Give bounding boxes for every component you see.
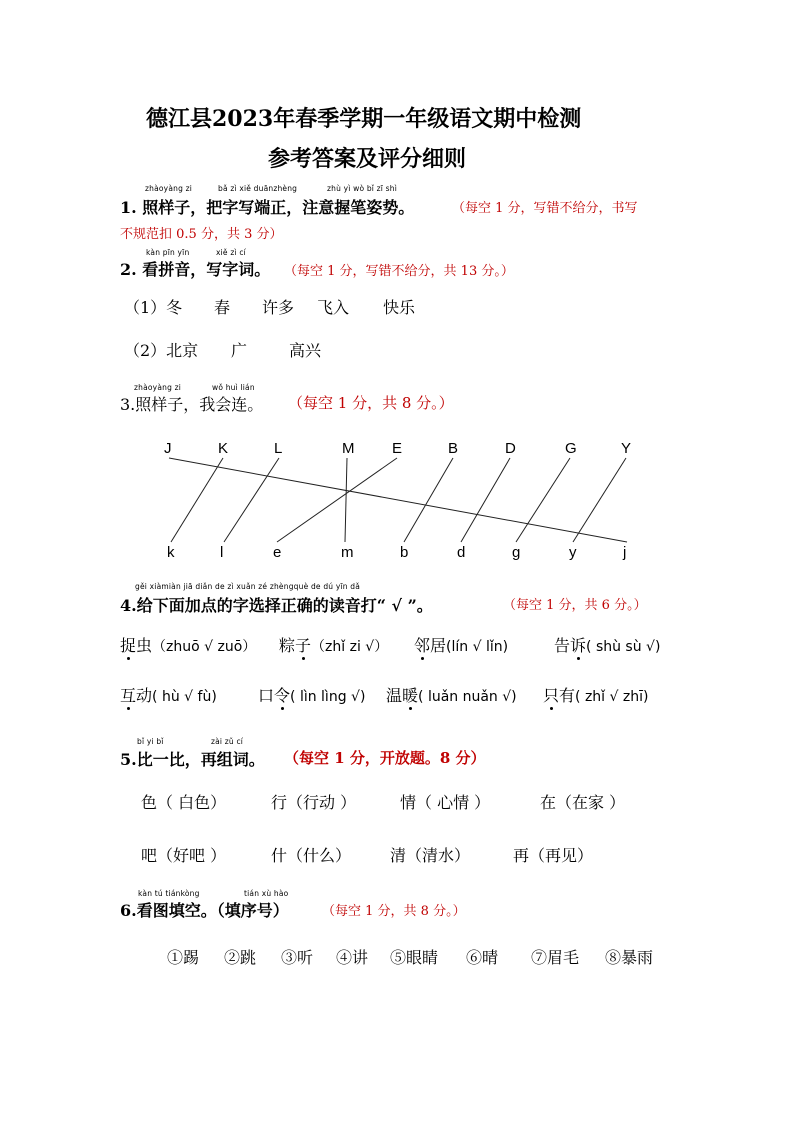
uppercase-letter: G: [565, 440, 577, 457]
word-pair: 色（ 白色）: [141, 793, 227, 812]
reading-choice-row: [554, 633, 660, 656]
uppercase-letter: D: [505, 440, 516, 457]
match-line: [461, 458, 510, 542]
question-1-text: 1. 照样子，把字写端正，注意握笔姿势。: [120, 198, 415, 217]
uppercase-letter: J: [164, 440, 172, 457]
pinyin-annotation: zhàoyàng zi: [145, 184, 193, 193]
word-pair: 什（什么）: [271, 846, 352, 865]
uppercase-letter: Y: [621, 440, 632, 457]
page-title: 德江县2023年春季学期一年级语文期中检测: [146, 106, 582, 132]
uppercase-letter: L: [274, 440, 283, 457]
answer-word: 春: [214, 298, 231, 317]
lowercase-letter: j: [623, 544, 627, 561]
match-line: [345, 458, 347, 542]
lowercase-letter: b: [400, 544, 409, 561]
word-pair: 行（行动 ）: [271, 793, 357, 812]
question-5-text: 5.比一比，再组词。: [120, 750, 265, 769]
match-line: [277, 458, 397, 542]
pinyin-annotation: zhù yì wò bǐ zī shì: [327, 184, 398, 193]
question-3-text: 3.照样子，我会连。: [120, 395, 264, 414]
match-line: [573, 458, 626, 542]
uppercase-letter: E: [392, 440, 403, 457]
answer-word: 飞入: [317, 298, 350, 317]
match-line: [171, 458, 223, 542]
match-line: [516, 458, 570, 542]
word-pair: 清（清水）: [390, 846, 471, 865]
pinyin-annotation: tián xù hào: [244, 889, 289, 898]
pinyin-annotation: zài zǔ cí: [211, 737, 244, 746]
lowercase-letter: l: [220, 544, 224, 561]
reading-choice-row: [258, 683, 365, 706]
answer-item: ④讲: [336, 948, 369, 967]
answer-item: ③听: [281, 948, 314, 967]
answer-item: ②跳: [224, 948, 257, 967]
answer-item: ⑦眉毛: [531, 948, 580, 967]
reading-choice-row: [414, 633, 508, 656]
lowercase-letter: e: [273, 544, 282, 561]
match-line: [169, 458, 627, 542]
match-line: [224, 458, 279, 542]
lowercase-letter: k: [167, 544, 175, 561]
pinyin-annotation: kàn pīn yīn: [146, 248, 190, 257]
question-2-score: （每空 1 分，写错不给分，共 13 分。）: [284, 264, 514, 279]
reading-choice: 温暖( luǎn nuǎn √): [386, 686, 517, 705]
question-6-score: （每空 1 分，共 8 分。）: [322, 904, 466, 919]
word-pair: 再（再见）: [513, 846, 594, 865]
match-line: [404, 458, 453, 542]
word-pair: 情（ 心情 ）: [400, 793, 491, 812]
answer-word: （1）冬: [124, 298, 183, 317]
lowercase-letter: y: [569, 544, 577, 561]
pinyin-annotation: zhàoyàng zi: [134, 383, 182, 392]
reading-choice-row: [120, 683, 217, 706]
word-pair: 吧（好吧 ）: [141, 846, 227, 865]
reading-choice: 邻居(lín √ lǐn): [414, 636, 508, 655]
pinyin-annotation: bǎ zì xiě duānzhèng: [218, 184, 298, 193]
lowercase-letter: m: [341, 544, 354, 561]
reading-choice-row: [543, 683, 648, 706]
reading-choice: 互动( hù √ fù): [120, 686, 217, 705]
reading-choice: 口令( lìn lìng √): [258, 686, 365, 705]
reading-choice: 告诉( shù sù √): [554, 636, 660, 655]
question-6-text: 6.看图填空。（填序号）: [120, 901, 289, 920]
reading-choice-row: [279, 633, 388, 656]
reading-choice: 捉虫（zhuō √ zuō）: [120, 636, 256, 655]
question-4-score: （每空 1 分，共 6 分。）: [503, 598, 647, 613]
answer-word: 高兴: [289, 341, 322, 360]
question-4-text: 4.给下面加点的字选择正确的读音打“ √ ”。: [120, 596, 433, 615]
reading-choice-row: [386, 683, 517, 706]
question-2-text: 2. 看拼音，写字词。: [120, 260, 271, 279]
answer-item: ⑧暴雨: [605, 948, 654, 967]
uppercase-letter: K: [218, 440, 229, 457]
word-pair: 在（在家 ）: [540, 793, 626, 812]
question-1-score: （每空 1 分，写错不给分，书写: [452, 201, 638, 216]
answer-item: ⑥晴: [466, 948, 499, 967]
answer-word: 快乐: [383, 298, 416, 317]
answer-word: 许多: [262, 298, 295, 317]
lowercase-letter: g: [512, 544, 521, 561]
answer-word: （2）北京: [124, 341, 199, 360]
answer-item: ①踢: [167, 948, 200, 967]
reading-choice: 粽子（zhǐ zi √）: [279, 636, 388, 655]
question-5-score: （每空 1 分，开放题。8 分）: [284, 749, 486, 767]
pinyin-annotation: wǒ huì lián: [212, 383, 255, 392]
question-3-score: （每空 1 分，共 8 分。）: [288, 394, 454, 412]
question-1-score-cont: 不规范扣 0.5 分，共 3 分）: [120, 227, 283, 242]
page-subtitle: 参考答案及评分细则: [268, 146, 467, 172]
lowercase-letter: d: [457, 544, 466, 561]
pinyin-annotation: xiě zì cí: [216, 248, 246, 257]
answer-word: 广: [231, 341, 248, 360]
pinyin-annotation: bǐ yi bǐ: [137, 737, 164, 746]
pinyin-annotation: gěi xiàmiàn jiā diǎn de zì xuǎn zé zhèngquè de dú yīn dǎ: [135, 582, 361, 591]
uppercase-letter: M: [342, 440, 355, 457]
answer-item: ⑤眼睛: [390, 948, 439, 967]
uppercase-letter: B: [448, 440, 459, 457]
reading-choice-row: [120, 633, 256, 656]
pinyin-annotation: kàn tú tiánkòng: [138, 889, 200, 898]
reading-choice: 只有( zhǐ √ zhī): [543, 686, 648, 705]
